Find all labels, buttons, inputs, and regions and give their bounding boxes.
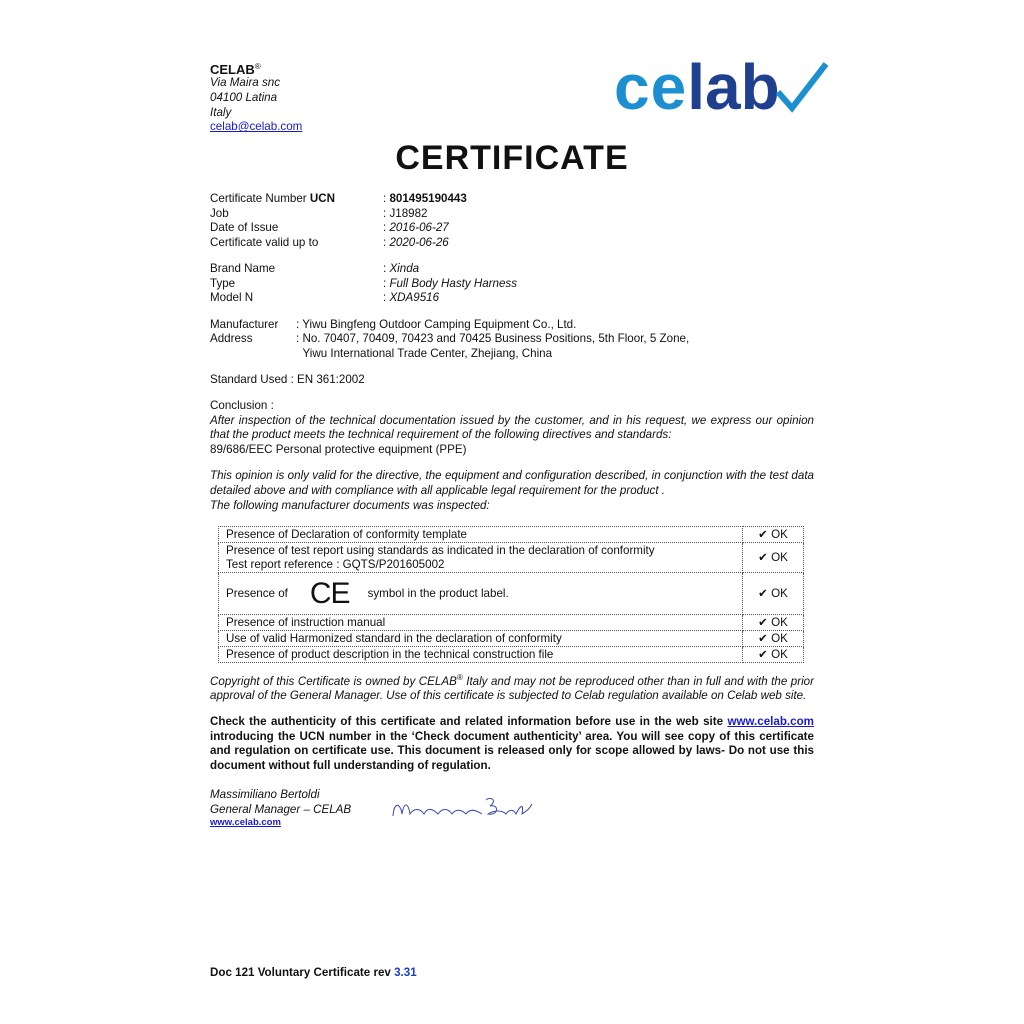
registered-mark: ®: [254, 62, 261, 71]
issuer-street: Via Maira snc: [210, 76, 281, 90]
table-row: Presence of instruction manual ✔ OK: [219, 615, 804, 631]
field-model: Model N : XDA9516: [210, 291, 440, 304]
table-row: Presence of CE symbol in the product label. ✔ OK: [219, 573, 804, 615]
signature-image: [390, 792, 540, 822]
issuer-city: 04100 Latina: [210, 91, 278, 105]
signatory-role: General Manager – CELAB: [210, 802, 352, 816]
field-standard: Standard Used : EN 361:2002: [210, 373, 365, 386]
field-address: Address : No. 70407, 70409, 70423 and 70425 Business Positions, 5th Floor, 5 Zone, Yiwu International Trade Center, Zhejiang, China: [210, 332, 690, 360]
inspected-text: The following manufacturer documents was inspected:: [210, 498, 490, 512]
conclusion-section: [210, 399, 814, 513]
conclusion-label: Conclusion :: [210, 399, 274, 412]
issuer-email-link[interactable]: celab@celab.com: [210, 120, 303, 134]
footer-doc-id: Doc 121 Voluntary Certificate rev 3.31: [210, 966, 417, 979]
field-brand: Brand Name : Xinda: [210, 262, 420, 275]
field-valid-until: Certificate valid up to : 2020-06-26: [210, 236, 449, 249]
celab-website-link[interactable]: www.celab.com: [727, 715, 814, 728]
table-row: Presence of test report using standards as indicated in the declaration of conformity Test report reference : GQTS/P201605002 ✔ OK: [219, 543, 804, 573]
field-job: Job : J18982: [210, 207, 428, 220]
signatory-name: Massimiliano Bertoldi: [210, 788, 320, 801]
copyright-text: Copyright of this Certificate is owned by CELAB® Italy and may not be reproduced other than in full and with the prior approval of the General Manager. Use of this certificate is subjected to Celab regulation available on Celab web site.: [210, 673, 814, 703]
ce-mark-icon: CE: [309, 576, 350, 610]
signatory-web-link[interactable]: www.celab.com: [210, 817, 281, 829]
authenticity-notice: Check the authenticity of this certificate and related information before use in the web site www.celab.com introducing the UCN number in the ‘Check document authenticity’ area. You will see copy of this certificate and regulation on certificate use. This document is released only for scope allowed by laws- Do not use this document without full understanding of regulation.: [210, 715, 814, 772]
table-row: Presence of Declaration of conformity template ✔ OK: [219, 527, 804, 543]
table-row: Presence of product description in the technical construction file ✔ OK: [219, 647, 804, 663]
conclusion-text: After inspection of the technical documentation issued by the customer, and in his request, we express our opinion that the product meets the technical requirement of the following directives and standards:: [210, 413, 814, 442]
celab-logo: celab: [614, 52, 829, 122]
opinion-text: This opinion is only valid for the directive, the equipment and configuration described, in conjunction with the test data detailed above and with compliance with all applicable legal requirement for the product .: [210, 469, 814, 497]
field-type: Type : Full Body Hasty Harness: [210, 277, 518, 290]
issuer-address: [210, 60, 302, 135]
inspection-table: [218, 526, 804, 663]
signatory-block: [210, 788, 351, 828]
issuer-name: CELAB: [210, 61, 255, 77]
field-ucn: Certificate Number UCN : 801495190443: [210, 192, 467, 205]
field-issue-date: Date of Issue : 2016-06-27: [210, 221, 449, 234]
table-row: Use of valid Harmonized standard in the declaration of conformity ✔ OK: [219, 631, 804, 647]
checkmark-icon: [772, 62, 828, 114]
issuer-country: Italy: [210, 105, 232, 119]
directive: 89/686/EEC Personal protective equipment (PPE): [210, 442, 467, 456]
page-title: CERTIFICATE: [395, 139, 629, 177]
field-manufacturer: Manufacturer : Yiwu Bingfeng Outdoor Camping Equipment Co., Ltd.: [210, 318, 577, 331]
